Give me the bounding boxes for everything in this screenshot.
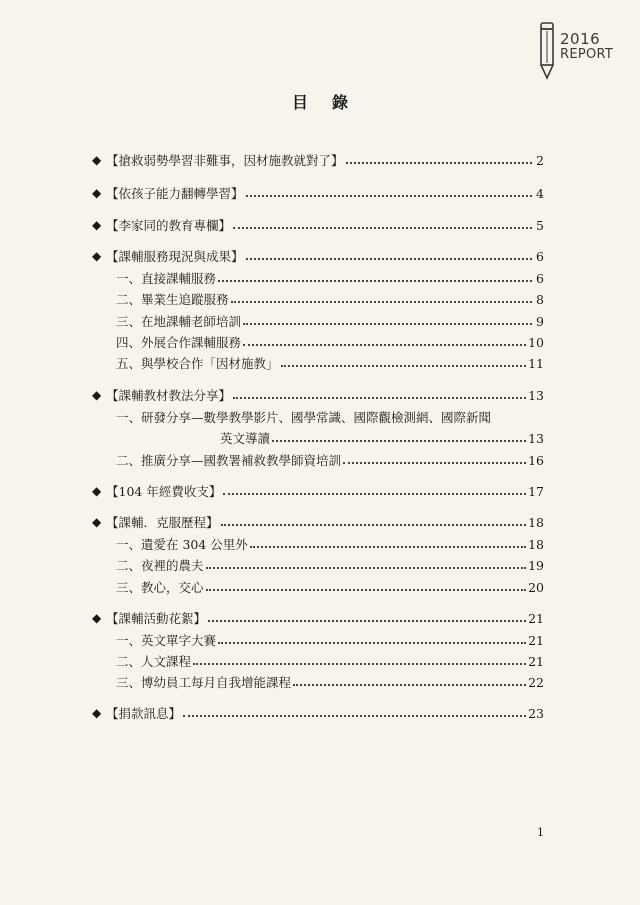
toc-entry-label: 【課輔活動花絮】 <box>106 611 207 626</box>
leader-dots <box>272 439 526 442</box>
toc-subentry-page: 6 <box>536 270 544 286</box>
pencil-icon <box>538 22 556 80</box>
toc-subentry-page: 19 <box>528 557 544 573</box>
toc-entry-page: 18 <box>528 514 544 530</box>
toc-subentry-page: 22 <box>528 674 544 690</box>
toc-entry-page: 4 <box>536 185 544 201</box>
toc-entry[interactable] <box>92 150 544 170</box>
leader-dots <box>343 461 526 464</box>
leader-dots <box>250 545 526 548</box>
leader-dots <box>246 257 532 260</box>
toc-subentry-label: 英文導讀 <box>220 431 271 446</box>
toc-entry[interactable] <box>92 512 544 532</box>
bullet-icon: ◆ <box>92 186 102 200</box>
toc-entry[interactable] <box>92 481 544 501</box>
toc-entry-page: 2 <box>536 152 544 168</box>
page-number: 1 <box>537 826 544 839</box>
bullet-icon: ◆ <box>92 611 102 625</box>
toc-entry[interactable] <box>92 183 544 203</box>
toc-subentry-page: 21 <box>528 632 544 648</box>
report-year: 2016 <box>560 30 601 48</box>
leader-dots <box>221 523 527 526</box>
bullet-icon: ◆ <box>92 218 102 232</box>
toc-subentry-page: 13 <box>528 430 544 446</box>
toc-subentry[interactable] <box>116 450 544 470</box>
leader-dots <box>233 396 526 399</box>
toc-subentry[interactable] <box>116 672 544 692</box>
report-badge <box>538 22 638 80</box>
toc-entry[interactable] <box>92 608 544 628</box>
page-title: 目錄 <box>291 93 372 112</box>
bullet-icon: ◆ <box>92 484 102 498</box>
toc-subentry-label: 三、博幼員工每月自我增能課程 <box>116 675 292 690</box>
leader-dots <box>206 566 527 569</box>
toc-subentry[interactable] <box>116 534 544 554</box>
toc-subentry[interactable] <box>116 332 544 352</box>
toc-entry[interactable] <box>92 215 544 235</box>
toc-subentry-label: 二、夜裡的農夫 <box>116 558 204 573</box>
toc-entry-label: 【課輔服務現況與成果】 <box>106 249 244 264</box>
toc-entry-label: 【李家同的教育專欄】 <box>106 218 232 233</box>
leader-dots <box>233 226 532 229</box>
report-label: REPORT <box>560 47 614 62</box>
toc-entry-page: 21 <box>528 610 544 626</box>
toc-entry[interactable] <box>92 385 544 405</box>
toc-subentry-page: 8 <box>536 291 544 307</box>
toc-entry-label: 【捐款訊息】 <box>106 706 182 721</box>
leader-dots <box>281 364 527 367</box>
toc-subentry-page: 20 <box>528 579 544 595</box>
toc-subentry[interactable] <box>116 555 544 575</box>
toc-subentry-continued[interactable] <box>220 428 544 448</box>
toc-entry-page: 13 <box>528 387 544 403</box>
toc-subentry[interactable] <box>116 577 544 597</box>
toc-subentry-page: 18 <box>528 536 544 552</box>
toc-subentry-page: 16 <box>528 452 544 468</box>
toc-entry[interactable] <box>92 246 544 266</box>
toc-subentry-label: 一、遺愛在 304 公里外 <box>116 537 248 552</box>
toc-subentry-label: 一、英文單字大賽 <box>116 633 217 648</box>
toc-subentry-label: 一、研發分享—數學教學影片、國學常識、國際觀檢測網、國際新聞 <box>116 410 492 425</box>
toc-entry-label: 【104 年經費收支】 <box>106 484 222 499</box>
bullet-icon: ◆ <box>92 706 102 720</box>
toc-entry-page: 6 <box>536 248 544 264</box>
toc-subentry-label: 五、與學校合作「因材施教」 <box>116 356 279 371</box>
toc-subentry-label: 二、畢業生追蹤服務 <box>116 292 229 307</box>
toc-subentry-label: 三、教心，交心 <box>116 580 204 595</box>
toc-subentry[interactable] <box>116 289 544 309</box>
toc-subentry[interactable] <box>116 407 544 427</box>
toc-subentry-page: 11 <box>528 355 544 371</box>
leader-dots <box>183 714 526 717</box>
bullet-icon: ◆ <box>92 515 102 529</box>
bullet-icon: ◆ <box>92 153 102 167</box>
toc-subentry-page: 21 <box>528 653 544 669</box>
bullet-icon: ◆ <box>92 249 102 263</box>
toc-subentry-page: 9 <box>536 313 544 329</box>
leader-dots <box>246 194 532 197</box>
toc-subentry[interactable] <box>116 353 544 373</box>
toc-subentry[interactable] <box>116 630 544 650</box>
toc-subentry[interactable] <box>116 311 544 331</box>
toc-subentry-label: 三、在地課輔老師培訓 <box>116 314 242 329</box>
toc-entry-page: 23 <box>528 705 544 721</box>
leader-dots <box>243 322 532 325</box>
leader-dots <box>243 343 526 346</box>
toc-subentry-label: 二、人文課程 <box>116 654 192 669</box>
toc-subentry-label: 二、推廣分享—國教署補救教學師資培訓 <box>116 453 342 468</box>
leader-dots <box>218 279 532 282</box>
leader-dots <box>346 161 532 164</box>
toc-entry-page: 5 <box>536 217 544 233</box>
toc-entry-label: 【依孩子能力翻轉學習】 <box>106 186 244 201</box>
toc-entry-label: 【搶救弱勢學習非難事，因材施教就對了】 <box>106 153 344 168</box>
toc-subentry-label: 四、外展合作課輔服務 <box>116 335 242 350</box>
toc-entry[interactable] <box>92 703 544 723</box>
toc-subentry-label: 一、直接課輔服務 <box>116 271 217 286</box>
leader-dots <box>193 662 526 665</box>
toc-subentry[interactable] <box>116 268 544 288</box>
bullet-icon: ◆ <box>92 388 102 402</box>
leader-dots <box>218 641 526 644</box>
toc-entry-page: 17 <box>528 483 544 499</box>
leader-dots <box>208 619 526 622</box>
leader-dots <box>206 588 527 591</box>
toc-subentry-page: 10 <box>528 334 544 350</box>
toc-entry-label: 【課輔教材教法分享】 <box>106 388 232 403</box>
leader-dots <box>293 683 526 686</box>
leader-dots <box>231 300 532 303</box>
toc-subentry[interactable] <box>116 651 544 671</box>
toc-entry-label: 【課輔．克服歷程】 <box>106 515 219 530</box>
leader-dots <box>223 492 526 495</box>
